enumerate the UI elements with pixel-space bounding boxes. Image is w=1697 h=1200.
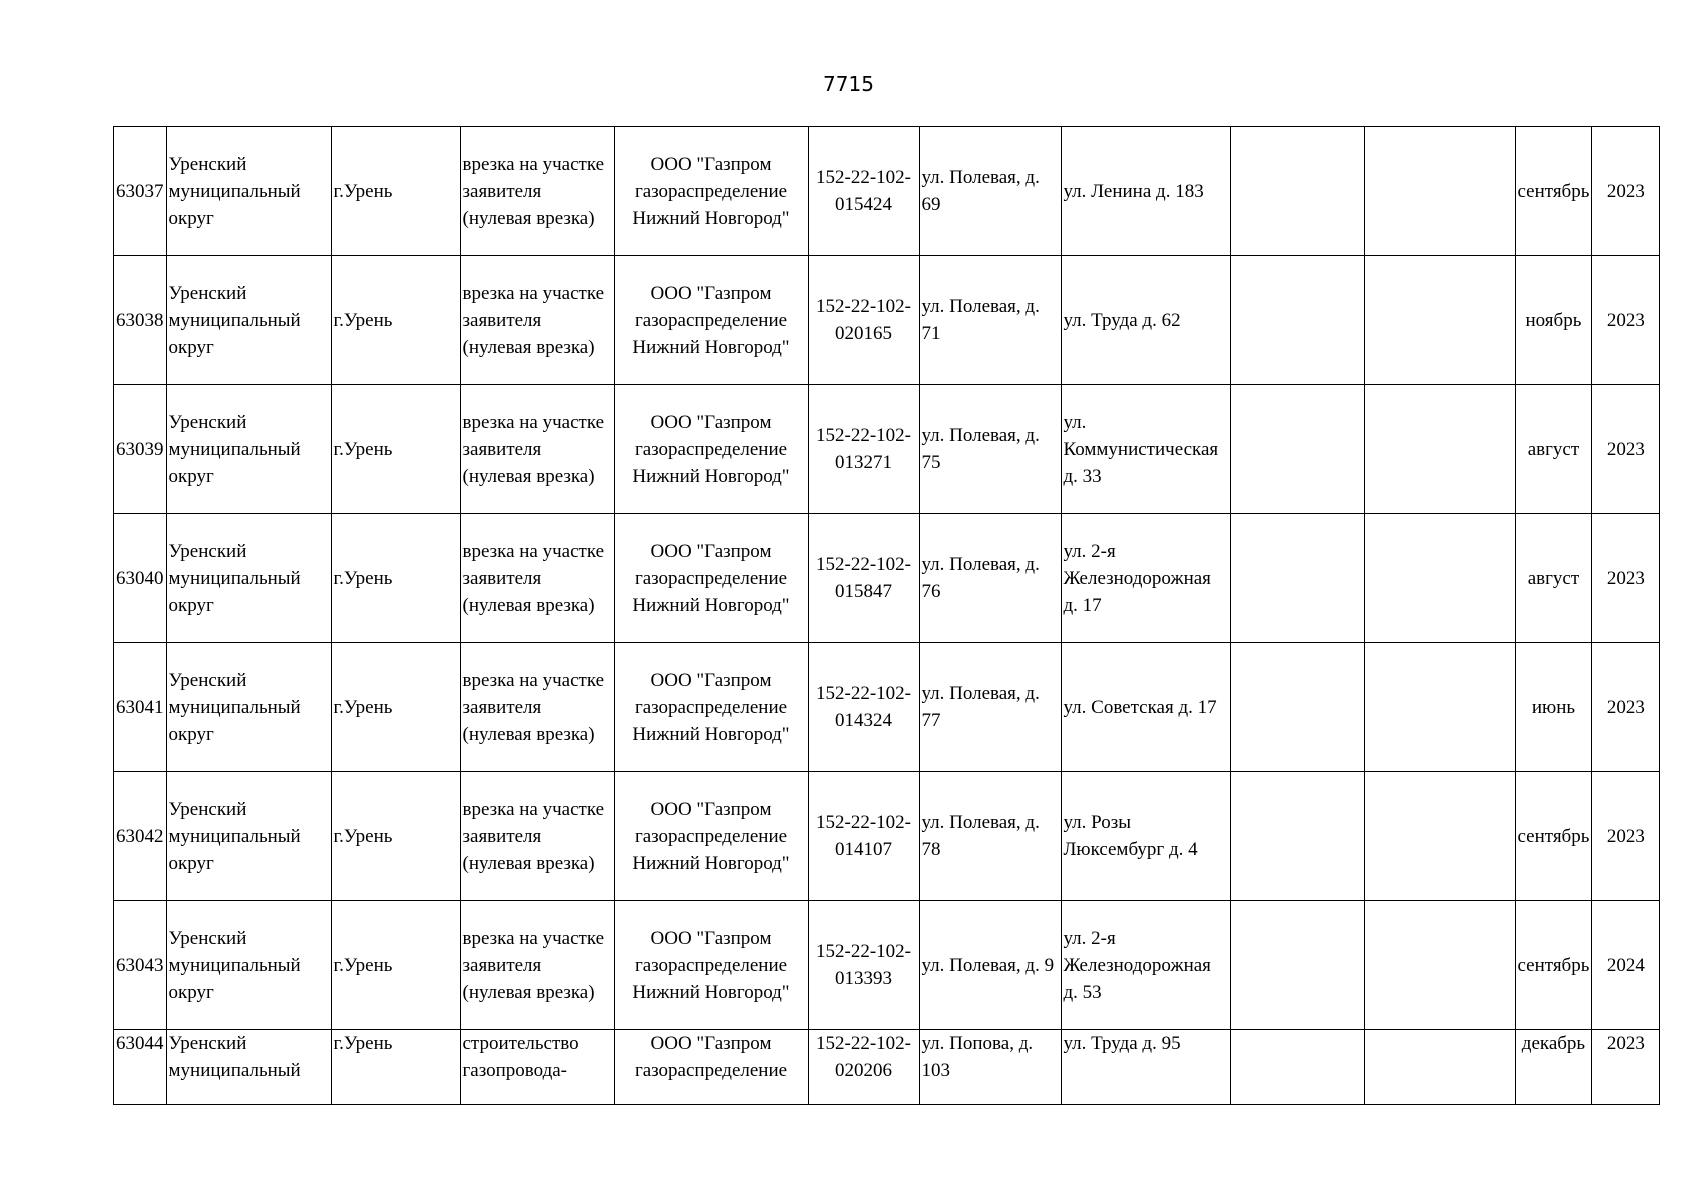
month-cell: ноябрь bbox=[1515, 256, 1592, 385]
row-number: 63041 bbox=[114, 643, 167, 772]
document-id-cell: 152-22-102-020165 bbox=[808, 256, 919, 385]
organization-cell: ООО "Газпром газораспределение Нижний Новгород" bbox=[614, 772, 808, 901]
organization-cell: ООО "Газпром газораспределение Нижний Новгород" bbox=[614, 385, 808, 514]
row-number: 63043 bbox=[114, 901, 167, 1030]
work-type-cell: врезка на участке заявителя (нулевая врезка) bbox=[460, 385, 614, 514]
empty-cell bbox=[1364, 514, 1515, 643]
town-cell: г.Урень bbox=[331, 772, 460, 901]
row-number: 63038 bbox=[114, 256, 167, 385]
year-cell: 2023 bbox=[1592, 514, 1660, 643]
address-cell: ул. Полевая, д. 9 bbox=[919, 901, 1061, 1030]
month-cell: июнь bbox=[1515, 643, 1592, 772]
address-cell: ул. Полевая, д. 69 bbox=[919, 127, 1061, 256]
district-cell: Уренский муниципальный bbox=[166, 1030, 331, 1105]
address-cell: ул. Полевая, д. 77 bbox=[919, 643, 1061, 772]
year-cell: 2023 bbox=[1592, 127, 1660, 256]
town-cell: г.Урень bbox=[331, 901, 460, 1030]
row-number: 63040 bbox=[114, 514, 167, 643]
street-cell: ул. 2-я Железнодорожная д. 53 bbox=[1061, 901, 1230, 1030]
gas-connection-table bbox=[113, 126, 1660, 1105]
month-cell: сентябрь bbox=[1515, 901, 1592, 1030]
organization-cell: ООО "Газпром газораспределение Нижний Новгород" bbox=[614, 127, 808, 256]
empty-cell bbox=[1230, 385, 1364, 514]
table-row bbox=[114, 901, 1660, 1030]
document-id-cell: 152-22-102-013271 bbox=[808, 385, 919, 514]
street-cell: ул. Коммунистическая д. 33 bbox=[1061, 385, 1230, 514]
year-cell: 2023 bbox=[1592, 385, 1660, 514]
empty-cell bbox=[1364, 1030, 1515, 1105]
address-cell: ул. Полевая, д. 78 bbox=[919, 772, 1061, 901]
document-id-cell: 152-22-102-014324 bbox=[808, 643, 919, 772]
empty-cell bbox=[1230, 256, 1364, 385]
row-number: 63037 bbox=[114, 127, 167, 256]
street-cell: ул. 2-я Железнодорожная д. 17 bbox=[1061, 514, 1230, 643]
district-cell: Уренский муниципальный округ bbox=[166, 514, 331, 643]
district-cell: Уренский муниципальный округ bbox=[166, 256, 331, 385]
address-cell: ул. Попова, д. 103 bbox=[919, 1030, 1061, 1105]
work-type-cell: врезка на участке заявителя (нулевая врезка) bbox=[460, 772, 614, 901]
organization-cell: ООО "Газпром газораспределение Нижний Новгород" bbox=[614, 514, 808, 643]
document-id-cell: 152-22-102-013393 bbox=[808, 901, 919, 1030]
table-row bbox=[114, 127, 1660, 256]
table-row bbox=[114, 256, 1660, 385]
empty-cell bbox=[1230, 772, 1364, 901]
empty-cell bbox=[1230, 901, 1364, 1030]
street-cell: ул. Розы Люксембург д. 4 bbox=[1061, 772, 1230, 901]
month-cell: декабрь bbox=[1515, 1030, 1592, 1105]
table-row bbox=[114, 772, 1660, 901]
organization-cell: ООО "Газпром газораспределение Нижний Новгород" bbox=[614, 643, 808, 772]
empty-cell bbox=[1364, 901, 1515, 1030]
empty-cell bbox=[1230, 127, 1364, 256]
document-id-cell: 152-22-102-015847 bbox=[808, 514, 919, 643]
work-type-cell: врезка на участке заявителя (нулевая врезка) bbox=[460, 643, 614, 772]
empty-cell bbox=[1364, 256, 1515, 385]
row-number: 63042 bbox=[114, 772, 167, 901]
row-number: 63039 bbox=[114, 385, 167, 514]
town-cell: г.Урень bbox=[331, 1030, 460, 1105]
year-cell: 2024 bbox=[1592, 901, 1660, 1030]
year-cell: 2023 bbox=[1592, 772, 1660, 901]
empty-cell bbox=[1230, 514, 1364, 643]
month-cell: сентябрь bbox=[1515, 127, 1592, 256]
street-cell: ул. Труда д. 95 bbox=[1061, 1030, 1230, 1105]
work-type-cell: врезка на участке заявителя (нулевая врезка) bbox=[460, 514, 614, 643]
document-id-cell: 152-22-102-014107 bbox=[808, 772, 919, 901]
empty-cell bbox=[1364, 643, 1515, 772]
address-cell: ул. Полевая, д. 75 bbox=[919, 385, 1061, 514]
organization-cell: ООО "Газпром газораспределение bbox=[614, 1030, 808, 1105]
month-cell: сентябрь bbox=[1515, 772, 1592, 901]
year-cell: 2023 bbox=[1592, 643, 1660, 772]
work-type-cell: врезка на участке заявителя (нулевая врезка) bbox=[460, 901, 614, 1030]
street-cell: ул. Ленина д. 183 bbox=[1061, 127, 1230, 256]
month-cell: август bbox=[1515, 385, 1592, 514]
town-cell: г.Урень bbox=[331, 385, 460, 514]
table-row bbox=[114, 643, 1660, 772]
street-cell: ул. Труда д. 62 bbox=[1061, 256, 1230, 385]
district-cell: Уренский муниципальный округ bbox=[166, 643, 331, 772]
organization-cell: ООО "Газпром газораспределение Нижний Новгород" bbox=[614, 901, 808, 1030]
organization-cell: ООО "Газпром газораспределение Нижний Новгород" bbox=[614, 256, 808, 385]
district-cell: Уренский муниципальный округ bbox=[166, 772, 331, 901]
document-id-cell: 152-22-102-020206 bbox=[808, 1030, 919, 1105]
table-row bbox=[114, 385, 1660, 514]
town-cell: г.Урень bbox=[331, 643, 460, 772]
table-row bbox=[114, 514, 1660, 643]
month-cell: август bbox=[1515, 514, 1592, 643]
row-number: 63044 bbox=[114, 1030, 167, 1105]
year-cell: 2023 bbox=[1592, 1030, 1660, 1105]
page-number: 7715 bbox=[823, 72, 874, 96]
district-cell: Уренский муниципальный округ bbox=[166, 127, 331, 256]
empty-cell bbox=[1230, 643, 1364, 772]
town-cell: г.Урень bbox=[331, 127, 460, 256]
document-id-cell: 152-22-102-015424 bbox=[808, 127, 919, 256]
street-cell: ул. Советская д. 17 bbox=[1061, 643, 1230, 772]
town-cell: г.Урень bbox=[331, 256, 460, 385]
district-cell: Уренский муниципальный округ bbox=[166, 901, 331, 1030]
work-type-cell: врезка на участке заявителя (нулевая врезка) bbox=[460, 127, 614, 256]
address-cell: ул. Полевая, д. 71 bbox=[919, 256, 1061, 385]
empty-cell bbox=[1230, 1030, 1364, 1105]
address-cell: ул. Полевая, д. 76 bbox=[919, 514, 1061, 643]
empty-cell bbox=[1364, 127, 1515, 256]
town-cell: г.Урень bbox=[331, 514, 460, 643]
table-row bbox=[114, 1030, 1660, 1105]
empty-cell bbox=[1364, 772, 1515, 901]
work-type-cell: врезка на участке заявителя (нулевая врезка) bbox=[460, 256, 614, 385]
empty-cell bbox=[1364, 385, 1515, 514]
district-cell: Уренский муниципальный округ bbox=[166, 385, 331, 514]
year-cell: 2023 bbox=[1592, 256, 1660, 385]
work-type-cell: строительство газопровода- bbox=[460, 1030, 614, 1105]
